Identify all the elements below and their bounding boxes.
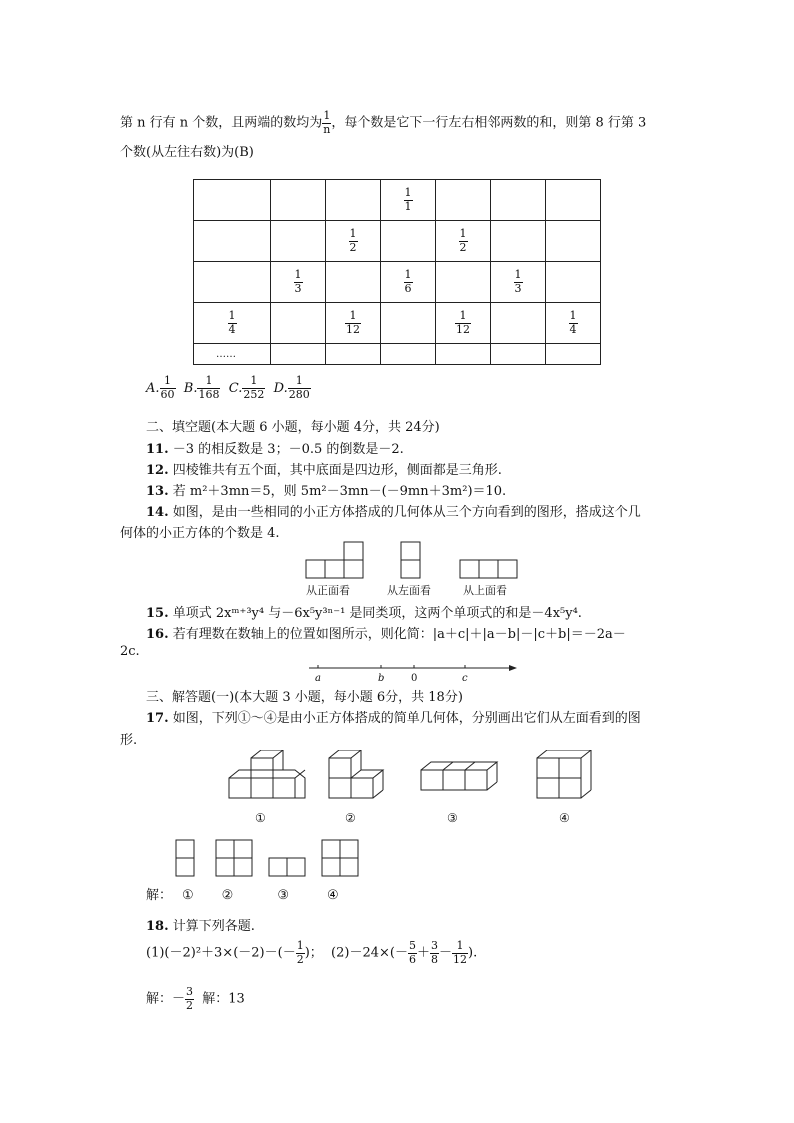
axis-label-c: c: [462, 673, 468, 684]
triangle-fraction: $\frac{1}{3}$: [514, 267, 522, 295]
triangle-cell: [326, 180, 381, 221]
triangle-row: [194, 221, 601, 262]
option-a: A. $\frac{1}{60}$: [146, 374, 175, 401]
q10-line1-pre: 第 n 行有 n 个数，且两端的数均为: [120, 115, 323, 131]
triangle-cell: [271, 344, 326, 365]
axis-label-b: b: [378, 673, 385, 684]
triangle-cell: [271, 303, 326, 344]
caption-left-view: 从左面看: [387, 584, 431, 597]
triangle-cell: [436, 344, 491, 365]
triangle-cell: [436, 262, 491, 303]
q15: 15. 单项式 2xᵐ⁺³y⁴ 与－6x⁵y³ⁿ⁻¹ 是同类项，这两个单项式的和是－4x⁵y⁴.: [146, 606, 582, 621]
triangle-fraction: $\frac{1}{4}$: [569, 308, 577, 336]
triangle-cell: [271, 221, 326, 262]
triangle-cell: [271, 180, 326, 221]
caption-top-view: 从上面看: [463, 584, 507, 597]
triangle-cell: [436, 303, 491, 344]
q10-options: [146, 375, 311, 401]
triangle-cell: [194, 303, 271, 344]
option-c: C. $\frac{1}{252}$: [228, 374, 265, 401]
triangle-fraction: $\frac{1}{2}$: [459, 226, 467, 254]
triangle-cell: [326, 303, 381, 344]
solid-label-3: ③: [447, 811, 458, 825]
q12: 12. 四棱锥共有五个面，其中底面是四边形，侧面都是三角形.: [146, 463, 502, 478]
triangle-cell: [491, 262, 546, 303]
q13: 13. 若 m²＋3mn＝5，则 5m²－3mn－(－9mn＋3m²)＝10.: [146, 484, 507, 499]
caption-front-view: 从正面看: [306, 584, 350, 597]
axis-label-a: a: [315, 673, 321, 684]
q16-number-line: [305, 662, 525, 686]
triangle-cell: [546, 344, 601, 365]
solid-label-2: ②: [345, 811, 356, 825]
triangle-cell: [436, 221, 491, 262]
triangle-fraction: $\frac{1}{3}$: [294, 267, 302, 295]
triangle-row: [194, 180, 601, 221]
triangle-fraction: $\frac{1}{12}$: [346, 308, 360, 336]
triangle-cell: [381, 180, 436, 221]
triangle-cell: [491, 303, 546, 344]
q11: 11. －3 的相反数是 3；－0.5 的倒数是－2.: [146, 442, 404, 457]
triangle-cell: [326, 344, 381, 365]
section2-heading: 二、填空题(本大题 6 小题，每小题 4分，共 24分): [146, 420, 440, 435]
q10-line1: [120, 110, 646, 136]
q14-line1: 14. 如图，是由一些相同的小正方体搭成的几何体从三个方向看到的图形，搭成这个几: [146, 505, 641, 520]
q18-answers: 解：－ $\frac{3}{2}$ 解：13: [146, 985, 245, 1012]
triangle-cell: [194, 180, 271, 221]
triangle-fraction: $\frac{1}{2}$: [349, 226, 357, 254]
q10-line2: 个数(从左往右数)为(B): [120, 145, 254, 160]
triangle-cell: [381, 262, 436, 303]
triangle-fraction: $\frac{1}{6}$: [404, 267, 412, 295]
triangle-cell: [271, 262, 326, 303]
triangle-cell: [381, 303, 436, 344]
triangle-row: [194, 262, 601, 303]
q17-answer-views: [172, 838, 372, 880]
q17-line1: 17. 如图，下列①～④是由小正方体搭成的简单几何体，分别画出它们从左面看到的图: [146, 711, 641, 726]
triangle-cell: [381, 221, 436, 262]
section3-heading: 三、解答题(一)(本大题 3 小题，每小题 6分，共 18分): [146, 690, 463, 705]
q17-answer-labels: 解： ① ② ③ ④: [146, 888, 339, 903]
q14-views-figure: [300, 540, 530, 600]
solid-label-1: ①: [255, 811, 266, 825]
triangle-cell: [546, 180, 601, 221]
triangle-cell: [326, 221, 381, 262]
q16-line1: 16. 若有理数在数轴上的位置如图所示，则化简：|a＋c|＋|a－b|－|c＋b|＝－2a－: [146, 627, 626, 642]
triangle-cell: [381, 344, 436, 365]
option-b: B. $\frac{1}{168}$: [183, 374, 220, 401]
triangle-cell: [546, 262, 601, 303]
solid-label-4: ④: [559, 811, 570, 825]
triangle-row: [194, 344, 601, 365]
q17-line2: 形.: [120, 733, 138, 748]
triangle-cell: [194, 221, 271, 262]
q18-parts: (1)(－2)²＋3×(－2)－(－ $\frac{1}{2}$ )； (2)－24×(－ $\frac{5}{6}$ ＋ $\frac{3}{8}$ － $\frac{1}{12}$ ).: [146, 939, 478, 966]
triangle-cell: [491, 344, 546, 365]
axis-label-0: 0: [411, 673, 418, 684]
triangle-cell: [194, 262, 271, 303]
triangle-cell: [491, 180, 546, 221]
triangle-row: [194, 303, 601, 344]
triangle-cell: [546, 221, 601, 262]
option-d: D. $\frac{1}{280}$: [273, 374, 310, 401]
triangle-cell: [326, 262, 381, 303]
triangle-cell: [546, 303, 601, 344]
q16-line2: 2c.: [120, 644, 140, 659]
triangle-cell: ……: [194, 344, 271, 365]
triangle-fraction: $\frac{1}{1}$: [404, 185, 412, 213]
number-triangle-table: [193, 179, 601, 365]
q10-line1-post: ，每个数是它下一行左右相邻两数的和，则第 8 行第 3: [331, 115, 647, 131]
q14-line2: 何体的小正方体的个数是 4.: [120, 526, 280, 541]
q10-fraction-n: $\frac{1}{n}$: [323, 109, 331, 136]
q18-heading: 18. 计算下列各题.: [146, 919, 255, 934]
triangle-fraction: $\frac{1}{4}$: [228, 308, 236, 336]
triangle-cell: [491, 221, 546, 262]
triangle-cell: [436, 180, 491, 221]
triangle-fraction: $\frac{1}{12}$: [456, 308, 470, 336]
q17-solids-figure: [225, 750, 605, 825]
